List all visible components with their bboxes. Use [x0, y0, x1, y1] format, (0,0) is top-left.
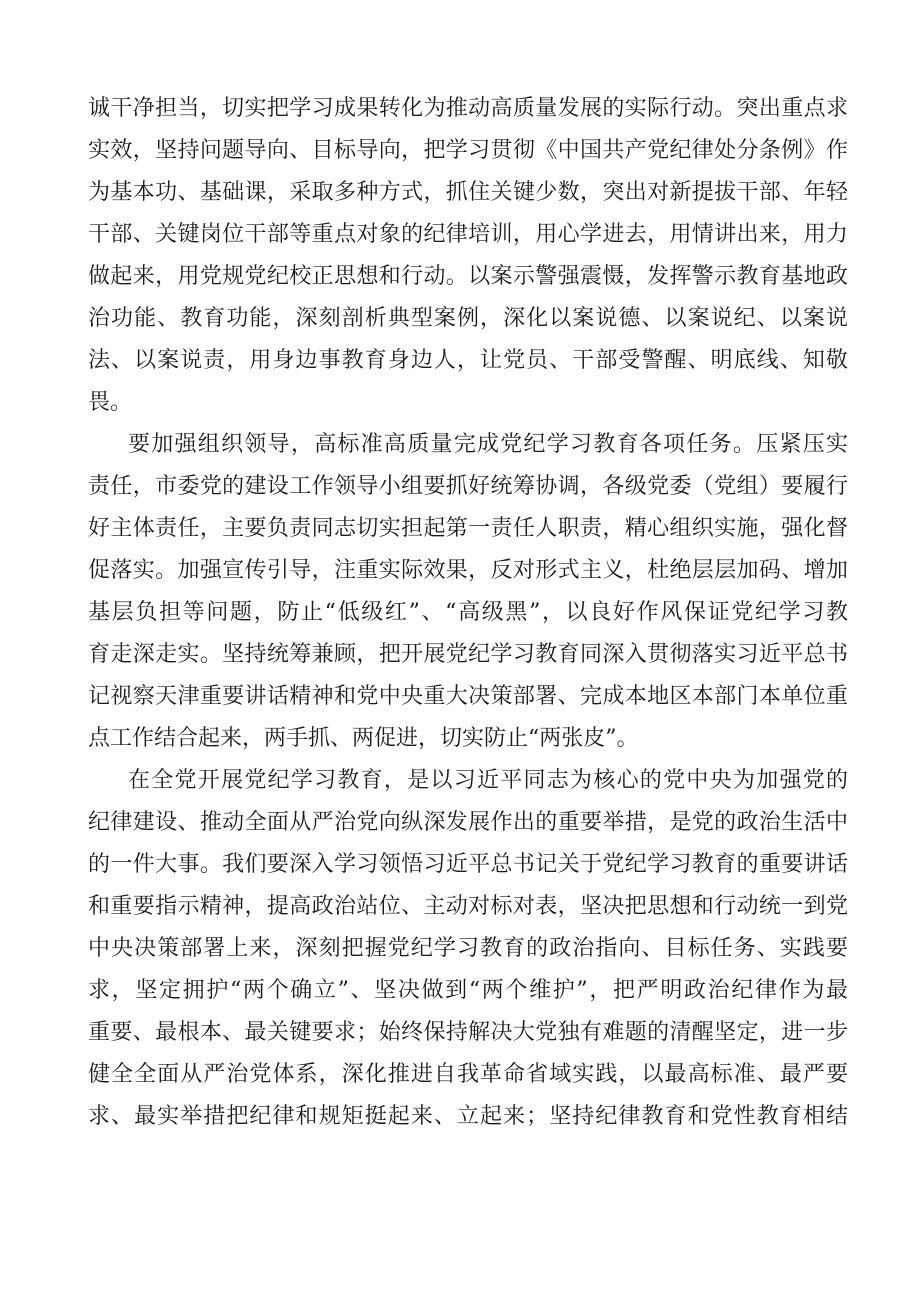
paragraph-line: 求、最实举措把纪律和规矩挺起来、立起来；坚持纪律教育和党性教育相结: [88, 1104, 848, 1129]
paragraph-line: 实效，坚持问题导向、目标导向，把学习贯彻《中国共产党纪律处分条例》作: [88, 138, 848, 163]
paragraph-line: 育走深走实。坚持统筹兼顾，把开展党纪学习教育同深入贯彻落实习近平总书: [88, 642, 848, 667]
paragraph-line: 治功能、教育功能，深刻剖析典型案例，深化以案说德、以案说纪、以案说: [88, 306, 848, 331]
paragraph-line: 健全全面从严治党体系，深化推进自我革命省域实践，以最高标准、最严要: [88, 1062, 848, 1087]
paragraph-line: 求，坚定拥护“两个确立”、坚决做到“两个维护”，把严明政治纪律作为最: [88, 978, 848, 1003]
paragraph-line: 责任，市委党的建设工作领导小组要抓好统筹协调，各级党委（党组）要履行: [88, 474, 848, 499]
paragraph-line: 促落实。加强宣传引导，注重实际效果，反对形式主义，杜绝层层加码、增加: [88, 558, 848, 583]
paragraph-3: [88, 760, 848, 1138]
paragraph-line: 要加强组织领导，高标准高质量完成党纪学习教育各项任务。压紧压实: [128, 432, 848, 457]
paragraph-line: 好主体责任，主要负责同志切实担起第一责任人职责，精心组织实施，强化督: [88, 516, 848, 541]
paragraph-2: [88, 424, 848, 760]
paragraph-line: 做起来，用党规党纪校正思想和行动。以案示警强震慑，发挥警示教育基地政: [88, 264, 848, 289]
paragraph-line: 重要、最根本、最关键要求；始终保持解决大党独有难题的清醒坚定，进一步: [88, 1020, 848, 1045]
paragraph-line: 畏。: [88, 390, 133, 415]
paragraph-line: 记视察天津重要讲话精神和党中央重大决策部署、完成本地区本部门本单位重: [88, 684, 848, 709]
paragraph-line: 和重要指示精神，提高政治站位、主动对标对表，坚决把思想和行动统一到党: [88, 894, 848, 919]
paragraph-line: 为基本功、基础课，采取多种方式，抓住关键少数，突出对新提拔干部、年轻: [88, 180, 848, 205]
paragraph-line: 点工作结合起来，两手抓、两促进，切实防止“两张皮”。: [88, 726, 639, 751]
paragraph-line: 诚干净担当，切实把学习成果转化为推动高质量发展的实际行动。突出重点求: [88, 96, 848, 121]
paragraph-line: 法、以案说责，用身边事教育身边人，让党员、干部受警醒、明底线、知敬: [88, 348, 848, 373]
paragraph-1: [88, 88, 848, 424]
paragraph-line: 中央决策部署上来，深刻把握党纪学习教育的政治指向、目标任务、实践要: [88, 936, 848, 961]
paragraph-line: 的一件大事。我们要深入学习领悟习近平总书记关于党纪学习教育的重要讲话: [88, 852, 848, 877]
paragraph-line: 干部、关键岗位干部等重点对象的纪律培训，用心学进去，用情讲出来，用力: [88, 222, 848, 247]
paragraph-line: 纪律建设、推动全面从严治党向纵深发展作出的重要举措，是党的政治生活中: [88, 810, 848, 835]
paragraph-line: 在全党开展党纪学习教育，是以习近平同志为核心的党中央为加强党的: [128, 768, 848, 793]
paragraph-line: 基层负担等问题，防止“低级红”、“高级黑”，以良好作风保证党纪学习教: [88, 600, 848, 625]
